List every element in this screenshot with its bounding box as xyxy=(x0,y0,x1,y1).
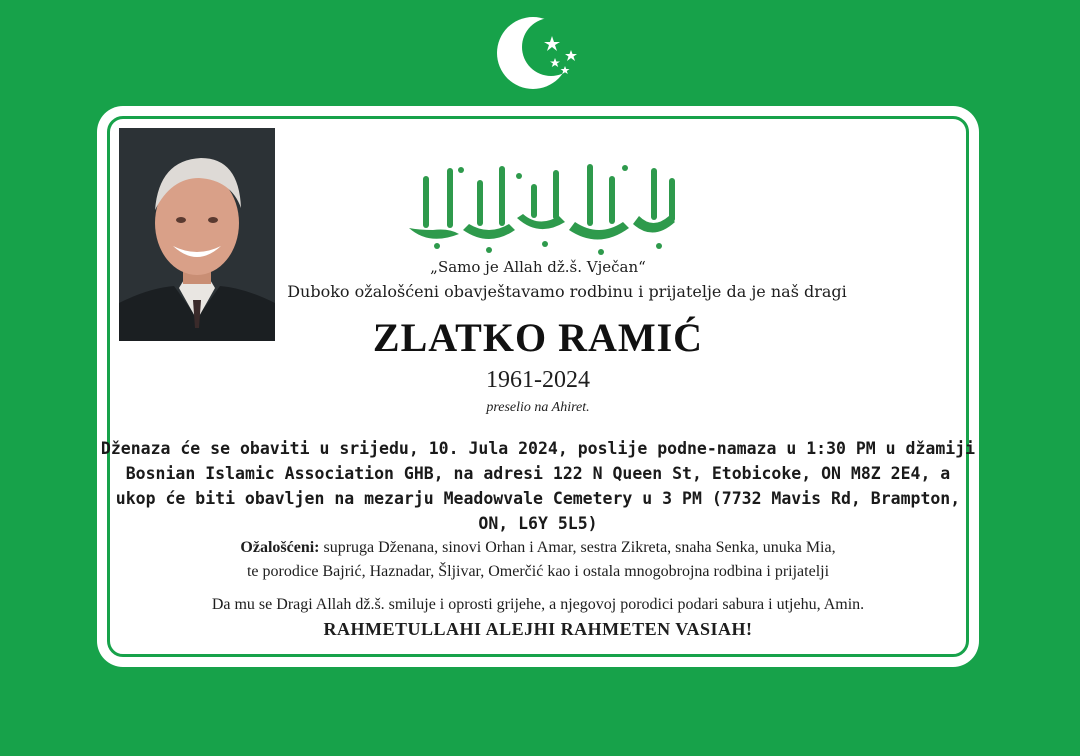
ceremony-line-1: Dženaza će se obaviti u srijedu, 10. Jula 2024, poslije podne-namaza u 1:30 PM u džamiji xyxy=(100,439,976,458)
closing-prayer: RAHMETULLAHI ALEJHI RAHMETEN VASIAH! xyxy=(323,619,753,639)
ceremony-line-3: ukop će biti obavljen na mezarju Meadowvale Cemetery u 3 PM (7732 Mavis Rd, Brampton, xyxy=(115,489,961,508)
passed-away-text: preselio na Ahiret. xyxy=(486,400,590,415)
prayer-text: Da mu se Dragi Allah dž.š. smiluje i oprosti grijehe, a njegovoj porodici podari sabura i utjehu, Amin. xyxy=(211,596,865,613)
mourners-line-2: te porodice Bajrić, Haznadar, Šljivar, Omerčić kao i ostala mnogobrojna rodbina i prijatelji xyxy=(246,563,830,580)
ceremony-line-2: Bosnian Islamic Association GHB, na adresi 122 N Queen St, Etobicoke, ON M8Z 2E4, a xyxy=(125,464,951,483)
ceremony-details xyxy=(97,436,979,536)
quote-text: „Samo je Allah dž.š. Vječan“ xyxy=(430,258,646,276)
portrait-photo-icon xyxy=(119,128,275,341)
mourners-line-1 xyxy=(97,536,979,560)
crescent-star-icon xyxy=(497,14,587,92)
mourners-label: Ožalošćeni: xyxy=(240,539,320,556)
life-years: 1961-2024 xyxy=(486,367,590,393)
obituary-card xyxy=(97,106,979,667)
intro-text: Duboko ožalošćeni obavještavamo rodbinu i prijatelje da je naš dragi xyxy=(287,282,847,301)
arabic-calligraphy-icon xyxy=(389,158,689,258)
deceased-name: ZLATKO RAMIĆ xyxy=(372,315,704,360)
portrait-photo xyxy=(119,128,275,341)
ceremony-line-4: ON, L6Y 5L5) xyxy=(478,514,598,533)
mourners-section xyxy=(97,536,979,584)
mourners-family: supruga Dženana, sinovi Orhan i Amar, sestra Zikreta, snaha Senka, unuka Mia, xyxy=(323,539,836,556)
